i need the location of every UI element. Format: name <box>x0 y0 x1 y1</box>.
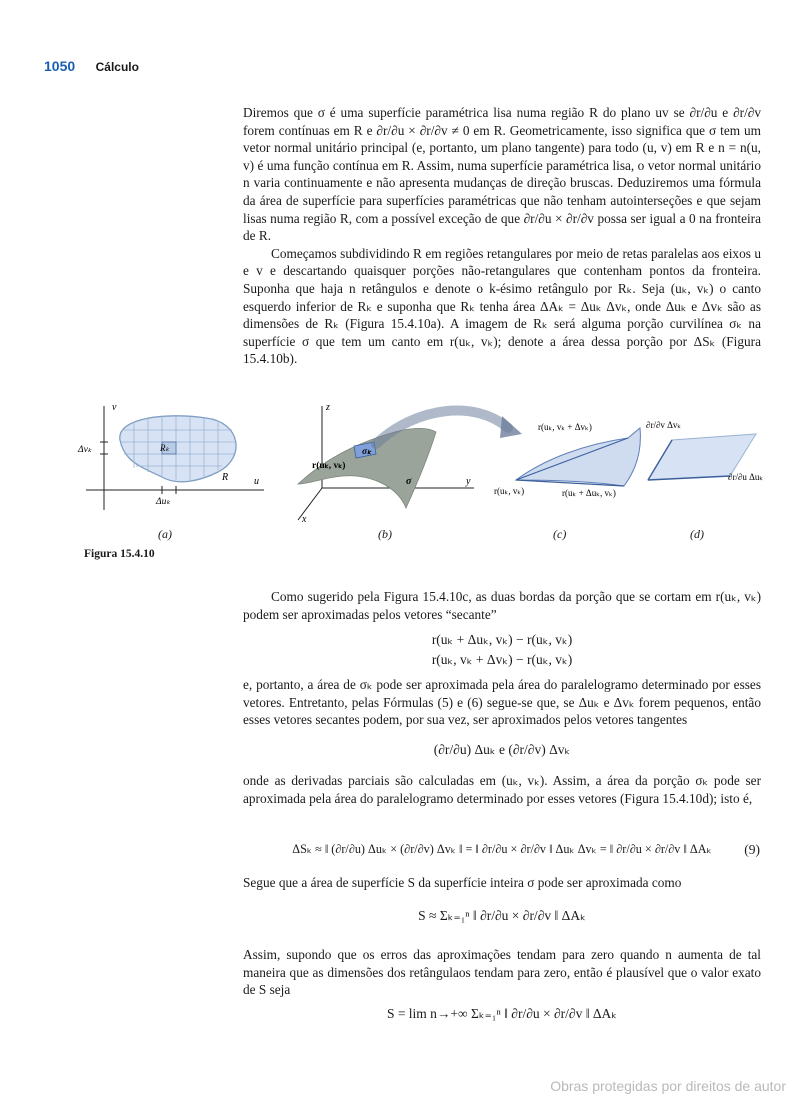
label-Rk: Rₖ <box>160 443 170 453</box>
page-number: 1050 <box>44 58 76 74</box>
eq-secant-1: r(uₖ + Δuₖ, vₖ) − r(uₖ, vₖ) <box>431 632 573 647</box>
caption-d: (d) <box>690 527 704 541</box>
figure-d <box>646 420 763 482</box>
label-sigma-k: σₖ <box>362 447 372 457</box>
caption-a: (a) <box>158 527 172 541</box>
paragraph-3: Como sugerido pela Figura 15.4.10c, as duas bordas da porção que se cortam em r(uₖ, vₖ) podem ser aproximadas pelos vetores “secante” <box>243 589 761 622</box>
figure-a <box>77 402 264 510</box>
paragraph-3-block <box>243 588 761 623</box>
paragraph-7: Assim, supondo que os erros das aproximações tendam para zero quando n aumenta de tal maneira que as dimensões dos retângulaos tendam para zero, então é plausível que o valor exato de S seja <box>243 947 761 998</box>
label-z: z <box>326 402 330 413</box>
paragraph-5: onde as derivadas parciais são calculadas em (uₖ, vₖ). Assim, a área da porção σₖ pode ser aproximada pela área do paralelogramo determinado por esses vetores (Figura 15.4.10d); isto é, <box>243 773 761 806</box>
eq-9-number: (9) <box>744 842 760 857</box>
label-v: v <box>112 402 117 413</box>
label-r-uk-vk: r(uₖ, vₖ) <box>312 461 346 471</box>
figure-caption: Figura 15.4.10 <box>84 548 155 560</box>
figure-15-4-10 <box>76 398 776 544</box>
text-top <box>243 104 761 368</box>
region-R <box>120 416 236 482</box>
paragraph-1: Diremos que σ é uma superfície paramétrica lisa numa região R do plano uv se ∂r/∂u e ∂r/∂v forem contínuas em R e ∂r/∂u × ∂r/∂v ≠ 0 em R. Geometricamente, isso significa que σ tem um vetor normal unitário principal (e, portanto, um plano tangente) para todo (u, v) em R e n = n(u, v) é uma função contínua em R. Assim, numa superfície paramétrica lisa, o vetor normal unitário n varia continuamente e não apresenta mudanças de direção bruscas. Deduziremos uma fórmula da área de superfície para superfícies paramétricas que não tenham autointerseções e que sejam lisas numa região R, com a possível exceção de que ∂r/∂u × ∂r/∂v possa ser igual a 0 na fronteira de R. <box>243 105 761 244</box>
mapping-arrowhead <box>500 416 522 438</box>
label-c-left: r(uₖ, vₖ) <box>494 486 525 496</box>
label-sigma: σ <box>406 476 412 487</box>
paragraph-4-block <box>243 676 761 729</box>
label-y: y <box>466 476 471 487</box>
label-c-right: r(uₖ + Δuₖ, vₖ) <box>562 488 616 498</box>
paragraph-6-block <box>243 874 761 892</box>
label-d-top: ∂r/∂v Δvₖ <box>646 420 682 430</box>
paragraph-4: e, portanto, a área de σₖ pode ser aproximada pela área do paralelogramo determinado por esses vetores. Entretanto, pelas Fórmulas (5) e (6) segue-se que, se Δuₖ e Δvₖ forem pequenos, então esses vetores secantes podem, por sua vez, ser aproximados pelos vetores tangentes <box>243 677 761 728</box>
eq-secant-2: r(uₖ, vₖ + Δvₖ) − r(uₖ, vₖ) <box>431 652 573 667</box>
label-duk: Δuₖ <box>156 497 171 507</box>
header-title: Cálculo <box>95 60 139 74</box>
label-R: R <box>222 472 229 483</box>
paragraph-7-block <box>243 946 761 999</box>
paragraph-2: Começamos subdividindo R em regiões retangulares por meio de retas paralelas aos eixos u e v e descartando quaisquer porções não-retangulares que contenham pontos da fronteira. Suponha que haja n retângulos e denote o k-ésimo retângulo por Rₖ. Seja (uₖ, vₖ) o canto esquerdo inferior de Rₖ e suponha que Rₖ tenha área ΔAₖ = Δuₖ Δvₖ, onde Δuₖ e Δvₖ são as dimensões de Rₖ (Figura 15.4.10a). A imagem de Rₖ será alguma porção curvilínea σₖ na superfície σ que tem um canto em r(uₖ, vₖ); denote a área dessa porção por ΔSₖ (Figura 15.4.10b). <box>243 245 761 367</box>
label-c-top: r(uₖ, vₖ + Δvₖ) <box>538 422 592 432</box>
eq-sum: S ≈ Σₖ₌₁ⁿ ‖ ∂r/∂u × ∂r/∂v ‖ ΔAₖ <box>418 908 586 923</box>
eq-limit: S = lim n→+∞ Σₖ₌₁ⁿ ‖ ∂r/∂u × ∂r/∂v ‖ ΔAₖ <box>386 1006 618 1021</box>
label-u: u <box>254 476 259 487</box>
page-header <box>44 58 139 76</box>
caption-c: (c) <box>553 527 567 541</box>
label-dvk: Δvₖ <box>78 445 92 455</box>
label-d-right: ∂r/∂u Δuₖ <box>728 472 764 482</box>
caption-b: (b) <box>378 527 392 541</box>
eq-9: ΔSₖ ≈ ‖ (∂r/∂u) Δuₖ × (∂r/∂v) Δvₖ ‖ = ‖ ∂r/∂u × ∂r/∂v ‖ Δuₖ Δvₖ = ‖ ∂r/∂u × ∂r/∂v ‖ ΔAₖ <box>292 842 712 856</box>
paragraph-6: Segue que a área de superfície S da superfície inteira σ pode ser aproximada como <box>243 875 682 890</box>
label-x: x <box>302 514 307 525</box>
paragraph-5-block <box>243 772 761 807</box>
figure-b <box>298 402 525 525</box>
eq-tangent: (∂r/∂u) Δuₖ e (∂r/∂v) Δvₖ <box>433 742 571 757</box>
watermark: Obras protegidas por direitos de autor <box>550 1078 786 1094</box>
